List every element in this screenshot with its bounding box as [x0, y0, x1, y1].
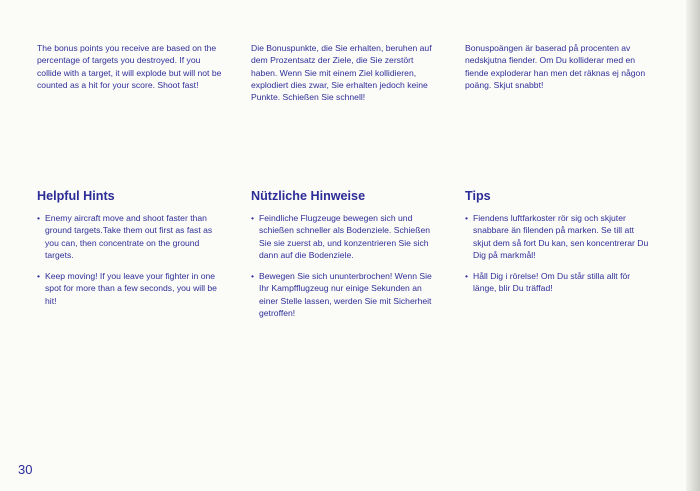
hint-item: [465, 212, 650, 261]
hints-list: [37, 212, 222, 316]
section-heading: Helpful Hints: [37, 189, 115, 203]
bonus-points-paragraph: Die Bonuspunkte, die Sie erhalten, beruhen auf dem Prozentsatz der Ziele, die Sie zerstört haben. Wenn Sie mit einem Ziel kollidieren, explodiert dies zwar, Sie erhalten jedoch keine Punkte. Schießen Sie schnell!: [251, 43, 432, 103]
hint-text: Feindliche Flugzeuge bewegen sich und schießen schneller als Bodenziele. Schießen Sie sie zuerst ab, und konzentrieren Sie sich dann auf die Bodenziele.: [259, 213, 431, 260]
hint-text: Keep moving! If you leave your fighter in one spot for more than a few seconds, you will be hit!: [45, 271, 217, 306]
hints-list: [251, 212, 436, 328]
hint-text: Håll Dig i rörelse! Om Du står stilla allt för länge, blir Du träffad!: [473, 271, 631, 294]
bullet-icon: •: [251, 213, 255, 223]
hint-text: Fiendens luftfarkoster rör sig och skjuter snabbare än filenden på marken. Se till att skjut dem så fort Du kan, sen koncentrerar Du Dig på markmål!: [473, 213, 649, 260]
page-edge-shadow: [686, 0, 700, 491]
hint-text: Bewegen Sie sich ununterbrochen! Wenn Sie Ihr Kampfflugzeug nur einige Sekunden an einer Stelle lassen, werden Sie mit Sicherheit getroffen!: [259, 271, 432, 319]
bonus-points-paragraph: The bonus points you receive are based on the percentage of targets you destroyed. If you collide with a target, it will explode but will not be counted as a hit for your score. Shoot fast!: [37, 43, 222, 90]
hint-item: [37, 212, 222, 261]
bullet-icon: •: [37, 271, 41, 282]
bonus-points-paragraph: Bonuspoängen är baserad på procenten av nedskjutna fiender. Om Du kolliderar med en fiende exploderar han men det räknas ej någon poäng. Skjut snabbt!: [465, 43, 646, 90]
hint-item: [465, 270, 650, 295]
hint-item: [251, 270, 436, 319]
section-heading: Nützliche Hinweise: [251, 189, 366, 203]
bullet-icon: •: [251, 271, 255, 282]
section-heading: Tips: [465, 189, 491, 203]
bullet-icon: •: [37, 213, 41, 223]
hint-item: [251, 212, 436, 261]
bullet-icon: •: [465, 271, 469, 282]
page-number: 30: [18, 462, 33, 477]
bullet-icon: •: [465, 213, 469, 223]
hints-list: [465, 212, 650, 304]
hint-item: [37, 270, 222, 307]
hint-text: Enemy aircraft move and shoot faster than ground targets.Take them out first as fast as you can, then concentrate on the ground targets.: [45, 213, 213, 260]
